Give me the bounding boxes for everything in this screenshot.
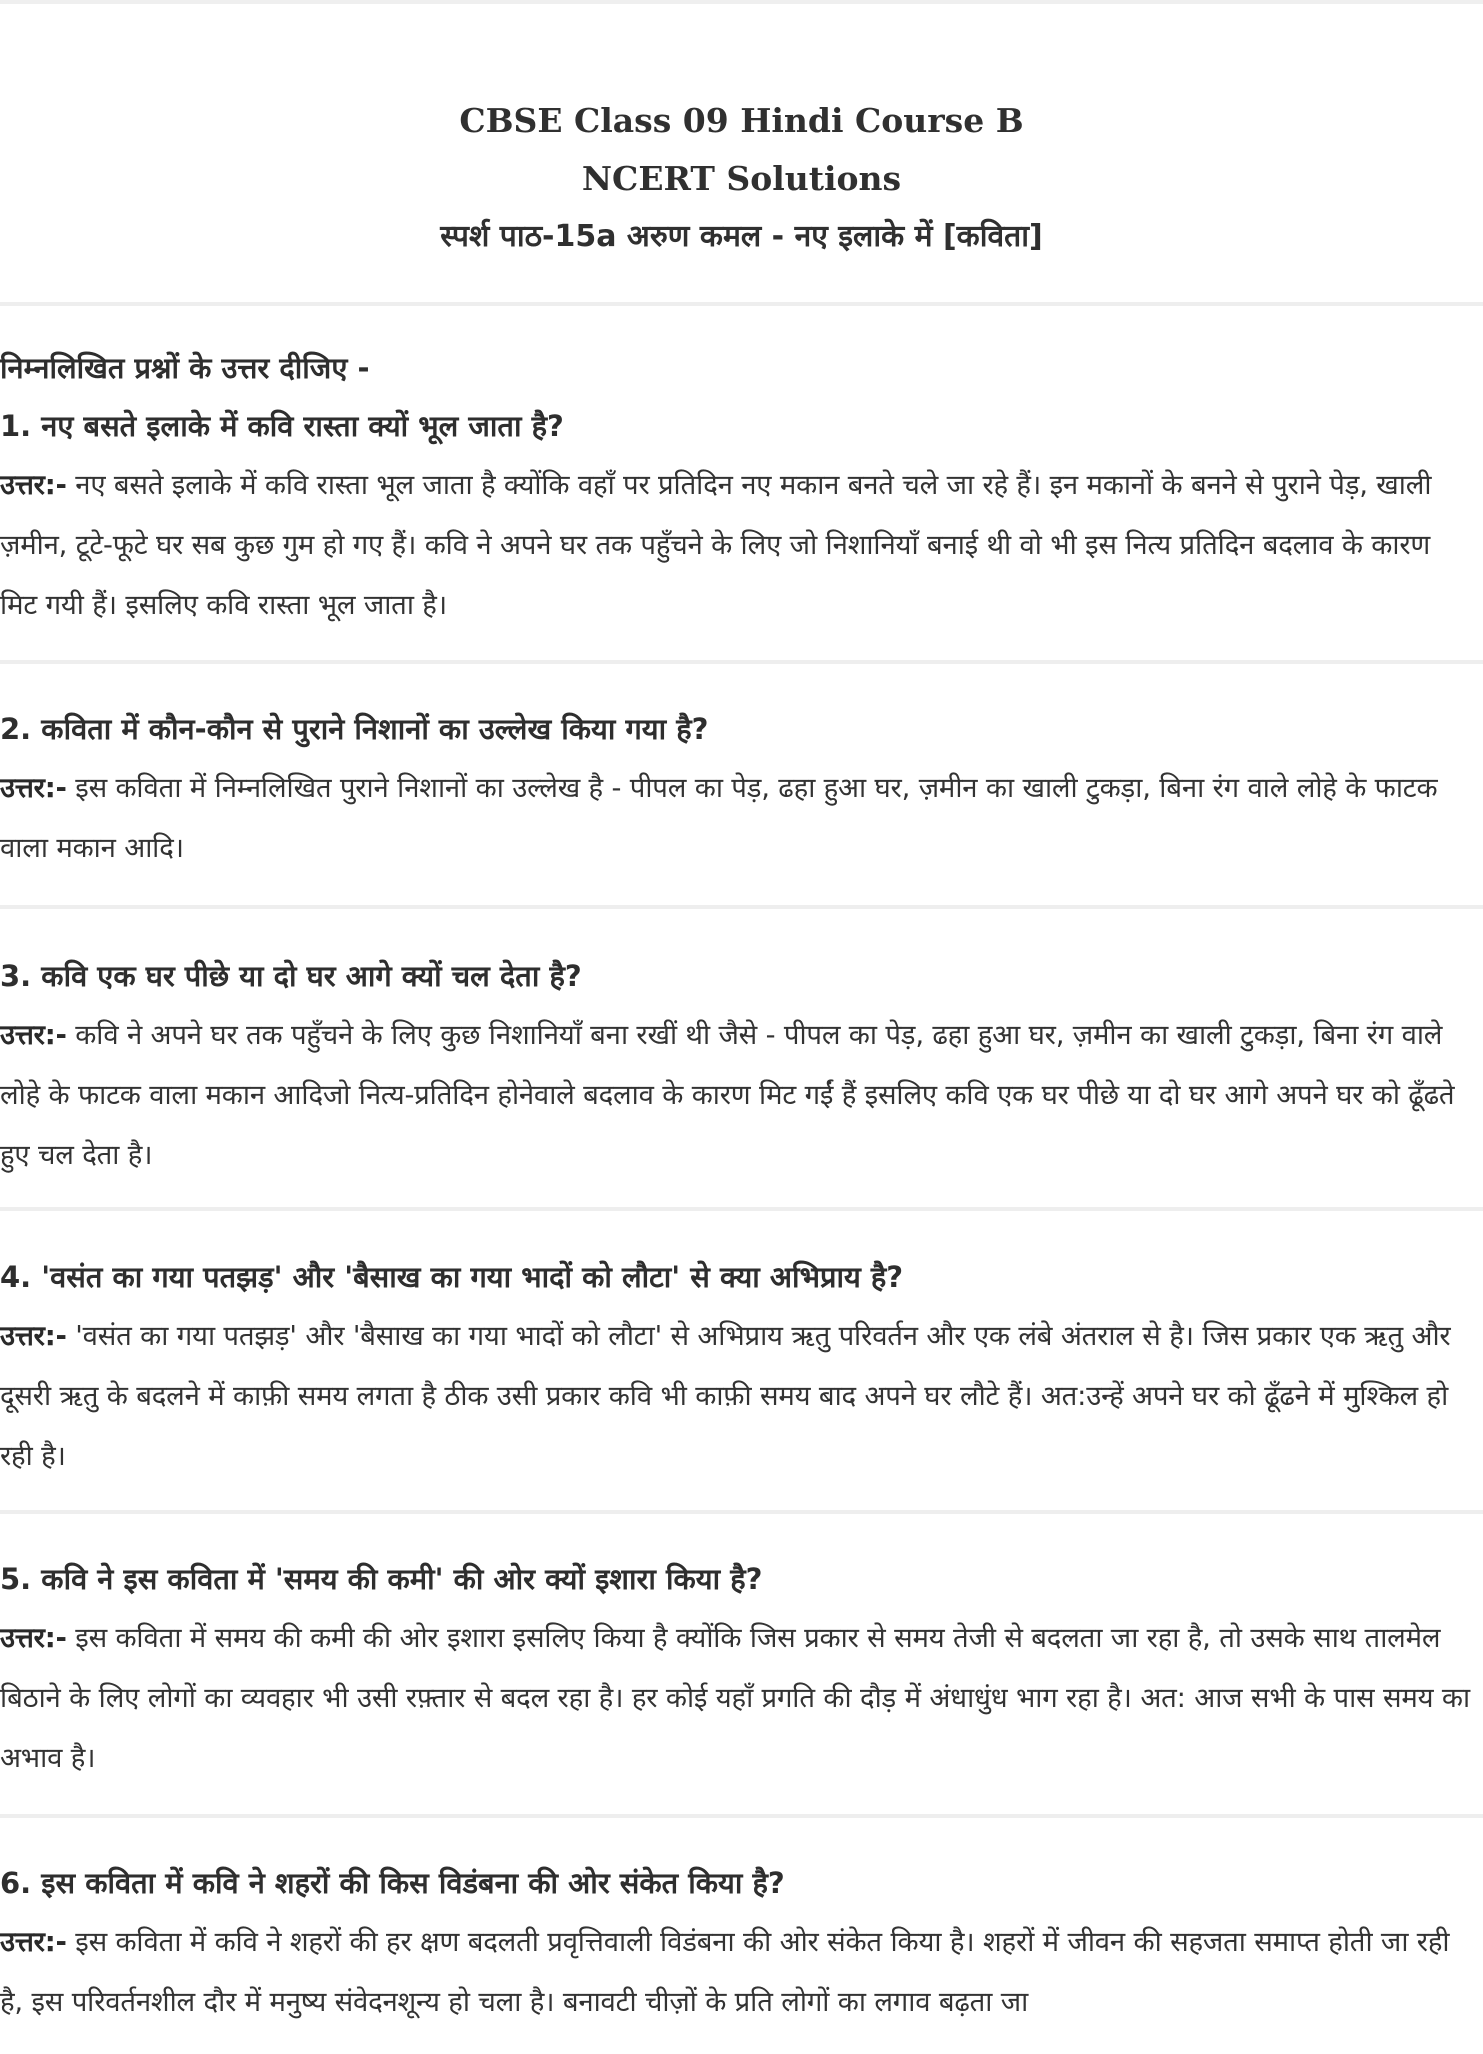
- qa-item-5: [0, 1550, 1475, 1788]
- qa-item-3: [0, 947, 1475, 1185]
- section-divider: [0, 660, 1483, 664]
- document-subtitle: NCERT Solutions: [581, 159, 902, 198]
- answer-label: उत्तर:-: [0, 772, 67, 804]
- answer-text: [0, 1005, 1475, 1185]
- answer-body: कवि ने अपने घर तक पहुँचने के लिए कुछ निशानियाँ बना रखीं थी जैसे - पीपल का पेड़, ढहा हुआ घर, ज़मीन का खाली टुकड़ा, बिना रंग वाले लोहे के फाटक वाला मकान आदिजो नित्य-प्रतिदिन होनेवाले बदलाव के कारण मिट गईं हैं इसलिए कवि एक घर पीछे या दो घर आगे अपने घर को ढूँढते हुए चल देता है।: [0, 1019, 1455, 1171]
- section-divider: [0, 905, 1483, 909]
- answer-text: [0, 1608, 1475, 1788]
- answer-text: [0, 758, 1475, 878]
- section-divider: [0, 1510, 1483, 1514]
- document-title: CBSE Class 09 Hindi Course B: [459, 101, 1024, 140]
- qa-item-4: [0, 1248, 1475, 1486]
- question-text: 6. इस कविता में कवि ने शहरों की किस विडंबना की ओर संकेत किया है?: [0, 1866, 785, 1900]
- answer-body: इस कविता में समय की कमी की ओर इशारा इसलिए किया है क्योंकि जिस प्रकार से समय तेजी से बदलता जा रहा है, तो उसके साथ तालमेल बिठाने के लिए लोगों का व्यवहार भी उसी रफ़्तार से बदल रहा है। हर कोई यहाँ प्रगति की दौड़ में अंधाधुंध भाग रहा है। अत: आज सभी के पास समय का अभाव है।: [0, 1622, 1470, 1774]
- section-divider: [0, 1814, 1483, 1818]
- answer-text: [0, 1306, 1475, 1486]
- chapter-title: स्पर्श पाठ-15a अरुण कमल - नए इलाके में [कविता]: [440, 219, 1043, 254]
- qa-item-2: [0, 700, 1475, 878]
- section-divider: [0, 1207, 1483, 1211]
- answer-body: 'वसंत का गया पतझड़' और 'बैसाख का गया भादों को लौटा' से अभिप्राय ऋतु परिवर्तन और एक लंबे अंतराल से है। जिस प्रकार एक ऋतु और दूसरी ऋतु के बदलने में काफ़ी समय लगता है ठीक उसी प्रकार कवि भी काफ़ी समय बाद अपने घर लौटे हैं। अत:उन्हें अपने घर को ढूँढने में मुश्किल हो रही है।: [0, 1320, 1451, 1472]
- top-border: [0, 0, 1483, 4]
- question-text: 1. नए बसते इलाके में कवि रास्ता क्यों भूल जाता है?: [0, 409, 564, 443]
- answer-text: [0, 455, 1475, 635]
- question-text: 5. कवि ने इस कविता में 'समय की कमी' की ओर क्यों इशारा किया है?: [0, 1562, 763, 1596]
- answer-body: नए बसते इलाके में कवि रास्ता भूल जाता है क्योंकि वहाँ पर प्रतिदिन नए मकान बनते चले जा रहे हैं। इन मकानों के बनने से पुराने पेड़, खाली ज़मीन, टूटे-फूटे घर सब कुछ गुम हो गए हैं। कवि ने अपने घर तक पहुँचने के लिए जो निशानियाँ बनाई थी वो भी इस नित्य प्रतिदिन बदलाव के कारण मिट गयी हैं। इसलिए कवि रास्ता भूल जाता है।: [0, 469, 1432, 621]
- qa-item-1: [0, 339, 1475, 635]
- document-header: [0, 92, 1483, 266]
- answer-text: [0, 1912, 1475, 2032]
- answer-label: उत्तर:-: [0, 1926, 67, 1958]
- answer-label: उत्तर:-: [0, 469, 67, 501]
- question-text: 4. 'वसंत का गया पतझड़' और 'बैसाख का गया भादों को लौटा' से क्या अभिप्राय है?: [0, 1260, 904, 1294]
- answer-body: इस कविता में कवि ने शहरों की हर क्षण बदलती प्रवृत्तिवाली विडंबना की ओर संकेत किया है। शहरों में जीवन की सहजता समाप्त होती जा रही है, इस परिवर्तनशील दौर में मनुष्य संवेदनशून्य हो चला है। बनावटी चीज़ों के प्रति लोगों का लगाव बढ़ता जा: [0, 1926, 1450, 2018]
- answer-label: उत्तर:-: [0, 1320, 67, 1352]
- qa-item-6: [0, 1854, 1475, 2032]
- answer-label: उत्तर:-: [0, 1019, 67, 1051]
- question-text: 3. कवि एक घर पीछे या दो घर आगे क्यों चल देता है?: [0, 959, 582, 993]
- instructions-text: निम्नलिखित प्रश्नों के उत्तर दीजिए -: [0, 351, 370, 385]
- answer-label: उत्तर:-: [0, 1622, 67, 1654]
- question-text: 2. कविता में कौन-कौन से पुराने निशानों का उल्लेख किया गया है?: [0, 712, 709, 746]
- answer-body: इस कविता में निम्नलिखित पुराने निशानों का उल्लेख है - पीपल का पेड़, ढहा हुआ घर, ज़मीन का खाली टुकड़ा, बिना रंग वाले लोहे के फाटक वाला मकान आदि।: [0, 772, 1438, 864]
- section-divider: [0, 302, 1483, 306]
